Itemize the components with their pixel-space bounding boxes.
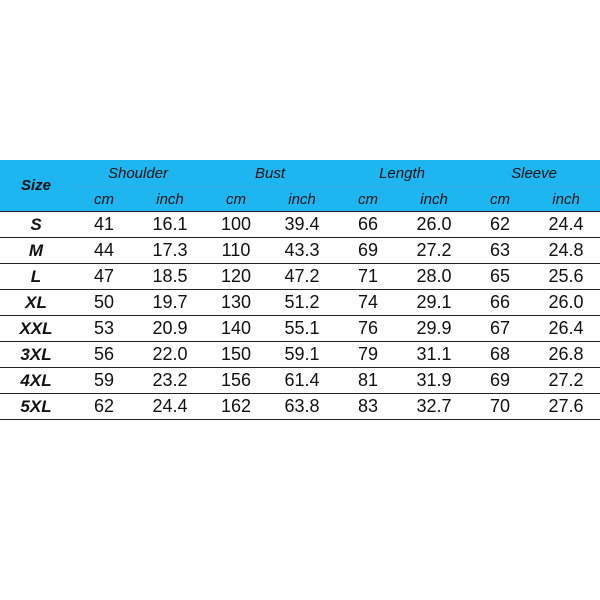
inch-value-cell: 51.2	[268, 290, 336, 316]
inch-value-cell: 31.1	[400, 342, 468, 368]
bust-header: Bust	[204, 160, 336, 187]
inch-value-cell: 27.2	[400, 238, 468, 264]
inch-value-cell: 55.1	[268, 316, 336, 342]
cm-value-cell: 83	[336, 394, 400, 420]
inch-value-cell: 27.2	[532, 368, 600, 394]
inch-value-cell: 20.9	[136, 316, 204, 342]
cm-value-cell: 130	[204, 290, 268, 316]
cm-value-cell: 162	[204, 394, 268, 420]
cm-value-cell: 59	[72, 368, 136, 394]
cm-value-cell: 69	[468, 368, 532, 394]
table-row	[0, 264, 600, 290]
cm-value-cell: 53	[72, 316, 136, 342]
inch-value-cell: 61.4	[268, 368, 336, 394]
header-group-row	[0, 160, 600, 187]
table-row	[0, 394, 600, 420]
cm-value-cell: 50	[72, 290, 136, 316]
cm-value-cell: 67	[468, 316, 532, 342]
cm-value-cell: 62	[72, 394, 136, 420]
unit-header-inch: inch	[400, 187, 468, 212]
size-chart-table	[0, 160, 600, 420]
inch-value-cell: 29.1	[400, 290, 468, 316]
size-column-header: Size	[0, 160, 72, 212]
header-unit-row	[0, 187, 600, 212]
size-chart	[0, 160, 600, 420]
unit-header-cm: cm	[336, 187, 400, 212]
cm-value-cell: 66	[336, 212, 400, 238]
inch-value-cell: 59.1	[268, 342, 336, 368]
cm-value-cell: 69	[336, 238, 400, 264]
unit-header-inch: inch	[268, 187, 336, 212]
cm-value-cell: 62	[468, 212, 532, 238]
inch-value-cell: 47.2	[268, 264, 336, 290]
cm-value-cell: 63	[468, 238, 532, 264]
inch-value-cell: 43.3	[268, 238, 336, 264]
table-row	[0, 212, 600, 238]
inch-value-cell: 18.5	[136, 264, 204, 290]
shoulder-header: Shoulder	[72, 160, 204, 187]
inch-value-cell: 22.0	[136, 342, 204, 368]
inch-value-cell: 24.4	[136, 394, 204, 420]
inch-value-cell: 23.2	[136, 368, 204, 394]
inch-value-cell: 63.8	[268, 394, 336, 420]
inch-value-cell: 39.4	[268, 212, 336, 238]
inch-value-cell: 29.9	[400, 316, 468, 342]
cm-value-cell: 47	[72, 264, 136, 290]
inch-value-cell: 26.0	[532, 290, 600, 316]
size-cell: M	[0, 238, 72, 264]
size-cell: S	[0, 212, 72, 238]
length-header: Length	[336, 160, 468, 187]
cm-value-cell: 71	[336, 264, 400, 290]
cm-value-cell: 65	[468, 264, 532, 290]
inch-value-cell: 27.6	[532, 394, 600, 420]
cm-value-cell: 56	[72, 342, 136, 368]
cm-value-cell: 66	[468, 290, 532, 316]
unit-header-cm: cm	[468, 187, 532, 212]
table-row	[0, 238, 600, 264]
inch-value-cell: 26.4	[532, 316, 600, 342]
size-cell: 4XL	[0, 368, 72, 394]
cm-value-cell: 74	[336, 290, 400, 316]
cm-value-cell: 140	[204, 316, 268, 342]
table-row	[0, 342, 600, 368]
cm-value-cell: 110	[204, 238, 268, 264]
inch-value-cell: 26.0	[400, 212, 468, 238]
inch-value-cell: 25.6	[532, 264, 600, 290]
sleeve-header: Sleeve	[468, 160, 600, 187]
cm-value-cell: 70	[468, 394, 532, 420]
cm-value-cell: 68	[468, 342, 532, 368]
inch-value-cell: 24.4	[532, 212, 600, 238]
cm-value-cell: 120	[204, 264, 268, 290]
size-chart-body	[0, 212, 600, 420]
unit-header-inch: inch	[136, 187, 204, 212]
table-row	[0, 368, 600, 394]
inch-value-cell: 17.3	[136, 238, 204, 264]
cm-value-cell: 81	[336, 368, 400, 394]
size-cell: 3XL	[0, 342, 72, 368]
inch-value-cell: 16.1	[136, 212, 204, 238]
inch-value-cell: 24.8	[532, 238, 600, 264]
table-row	[0, 316, 600, 342]
inch-value-cell: 26.8	[532, 342, 600, 368]
cm-value-cell: 79	[336, 342, 400, 368]
cm-value-cell: 150	[204, 342, 268, 368]
inch-value-cell: 19.7	[136, 290, 204, 316]
size-cell: 5XL	[0, 394, 72, 420]
table-row	[0, 290, 600, 316]
cm-value-cell: 100	[204, 212, 268, 238]
size-cell: XXL	[0, 316, 72, 342]
cm-value-cell: 41	[72, 212, 136, 238]
size-cell: XL	[0, 290, 72, 316]
unit-header-cm: cm	[72, 187, 136, 212]
cm-value-cell: 156	[204, 368, 268, 394]
unit-header-cm: cm	[204, 187, 268, 212]
size-cell: L	[0, 264, 72, 290]
cm-value-cell: 44	[72, 238, 136, 264]
inch-value-cell: 32.7	[400, 394, 468, 420]
inch-value-cell: 28.0	[400, 264, 468, 290]
cm-value-cell: 76	[336, 316, 400, 342]
unit-header-inch: inch	[532, 187, 600, 212]
inch-value-cell: 31.9	[400, 368, 468, 394]
